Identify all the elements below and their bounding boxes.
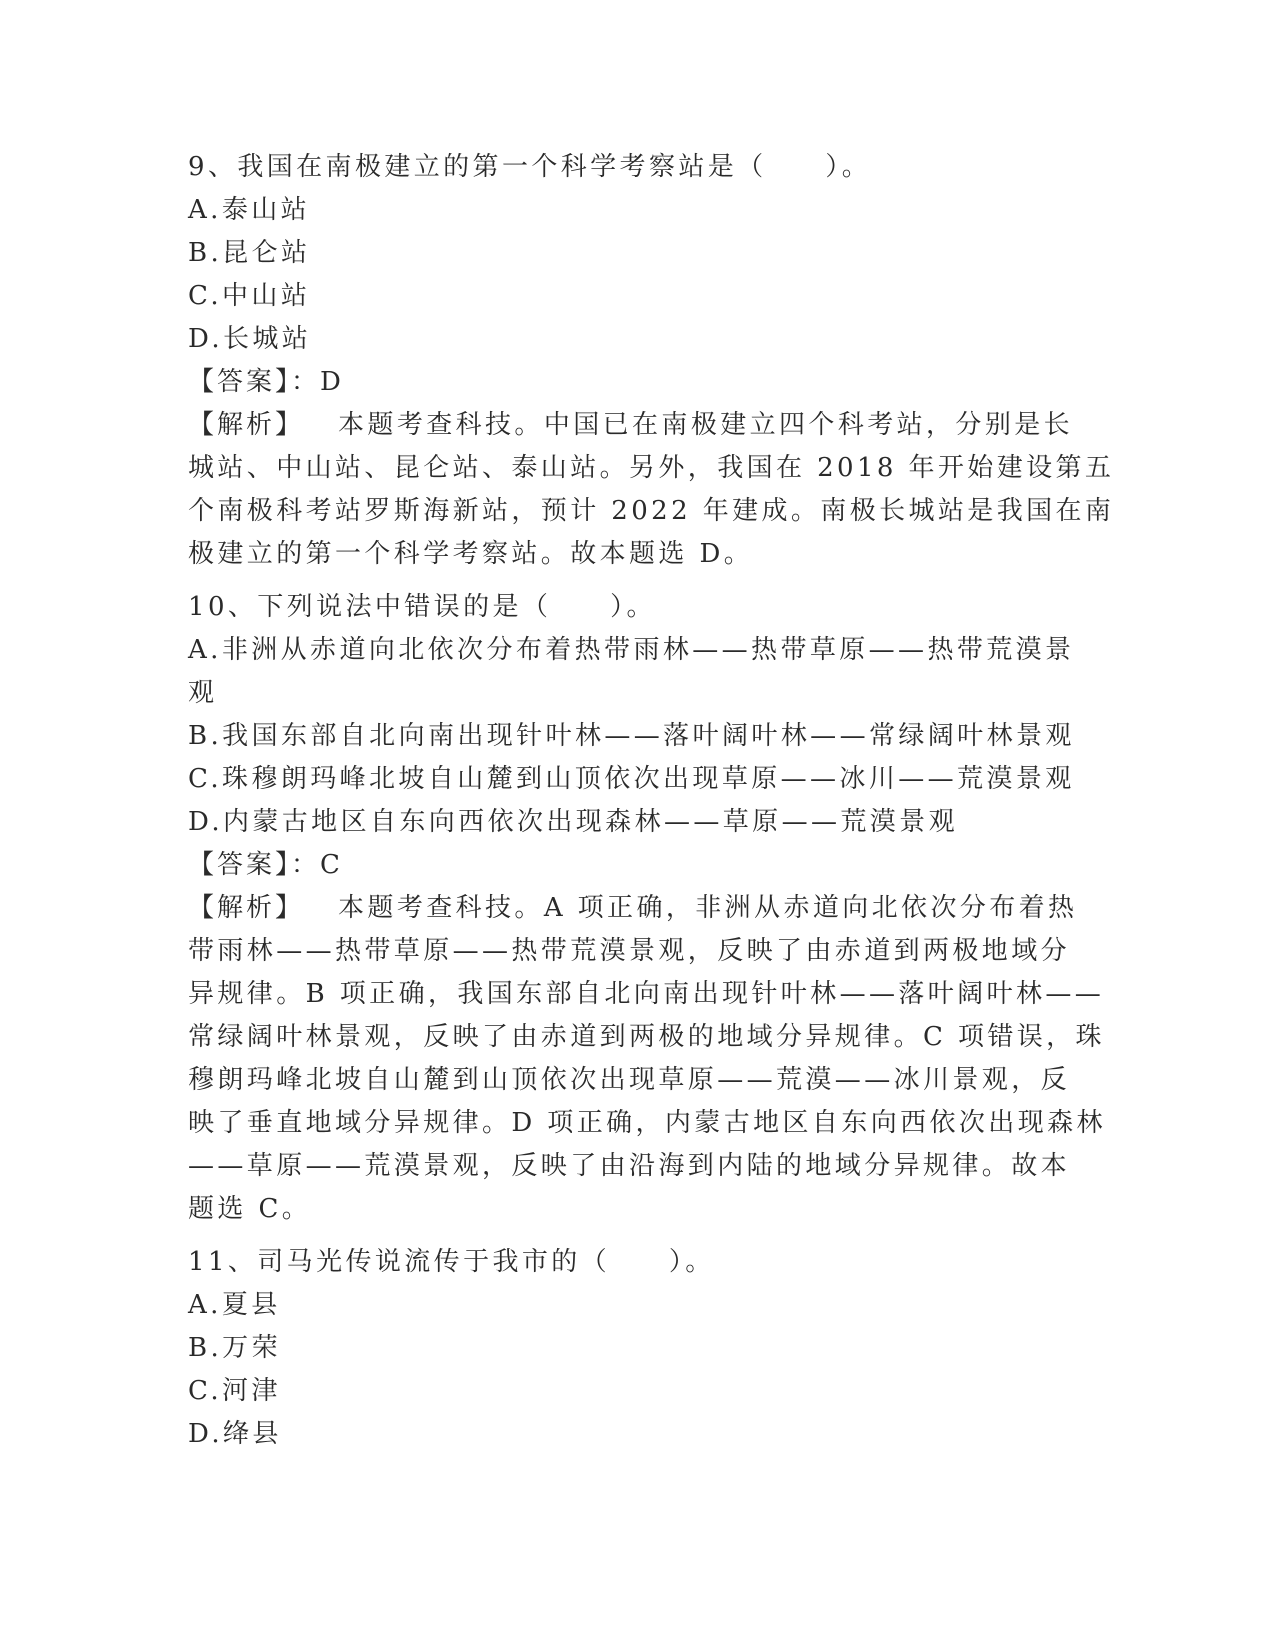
option-c: C.珠穆朗玛峰北坡自山麓到山顶依次出现草原——冰川——荒漠景观 (188, 764, 1075, 794)
option-d: D.绛县 (188, 1419, 282, 1449)
question-10 (188, 586, 1106, 1231)
question-11 (188, 1241, 1088, 1456)
analysis-line: 穆朗玛峰北坡自山麓到山顶依次出现草原——荒漠——冰川景观，反 (188, 1065, 1071, 1095)
question-9 (188, 146, 1115, 576)
analysis-line: 异规律。B 项正确，我国东部自北向南出现针叶林——落叶阔叶林—— (188, 979, 1105, 1009)
option-c: C.中山站 (188, 281, 311, 311)
answer-label: 【答案】： (188, 850, 321, 880)
analysis-label: 【解析】 (188, 410, 305, 440)
answer-row (188, 844, 1088, 887)
option-a: A.泰山站 (188, 195, 311, 225)
option-b: B.昆仑站 (188, 238, 311, 268)
answer-value: C (320, 850, 344, 880)
analysis-line: 个南极科考站罗斯海新站，预计 2022 年建成。南极长城站是我国在南 (188, 496, 1115, 526)
analysis-line: 题选 C。 (188, 1194, 312, 1224)
analysis (188, 404, 1115, 576)
analysis-line: 常绿阔叶林景观，反映了由赤道到两极的地域分异规律。C 项错误，珠 (188, 1022, 1105, 1052)
analysis-line: 映了垂直地域分异规律。D 项正确，内蒙古地区自东向西依次出现森林 (188, 1108, 1106, 1138)
option-d: D.长城站 (188, 324, 312, 354)
question-stem: 9、我国在南极建立的第一个科学考察站是（ ）。 (188, 152, 872, 182)
option-c: C.河津 (188, 1376, 281, 1406)
question-stem: 10、下列说法中错误的是（ ）。 (188, 592, 656, 622)
option-b: B.我国东部自北向南出现针叶林——落叶阔叶林——常绿阔叶林景观 (188, 721, 1075, 751)
answer-label: 【答案】： (188, 367, 321, 397)
option-a-cont: 观 (188, 678, 218, 708)
answer-value: D (320, 367, 345, 397)
option-b: B.万荣 (188, 1333, 281, 1363)
analysis-line: 带雨林——热带草原——热带荒漠景观，反映了由赤道到两极地域分 (188, 936, 1071, 966)
analysis-line: 【解析】 本题考查科技。中国已在南极建立四个科考站，分别是长 (188, 410, 1074, 440)
analysis-line: ——草原——荒漠景观，反映了由沿海到内陆的地域分异规律。故本 (188, 1151, 1071, 1181)
option-a: A.非洲从赤道向北依次分布着热带雨林——热带草原——热带荒漠景 (188, 635, 1075, 665)
question-list (188, 146, 1115, 1456)
question-stem: 11、司马光传说流传于我市的（ ）。 (188, 1247, 715, 1277)
option-d: D.内蒙古地区自东向西依次出现森林——草原——荒漠景观 (188, 807, 958, 837)
answer-row (188, 361, 1088, 404)
analysis-line: 【解析】 本题考查科技。A 项正确，非洲从赤道向北依次分布着热 (188, 893, 1078, 923)
analysis (188, 887, 1106, 1231)
analysis-line: 城站、中山站、昆仑站、泰山站。另外，我国在 2018 年开始建设第五 (188, 453, 1115, 483)
option-a: A.夏县 (188, 1290, 281, 1320)
analysis-label: 【解析】 (188, 893, 305, 923)
analysis-line: 极建立的第一个科学考察站。故本题选 D。 (188, 539, 754, 569)
